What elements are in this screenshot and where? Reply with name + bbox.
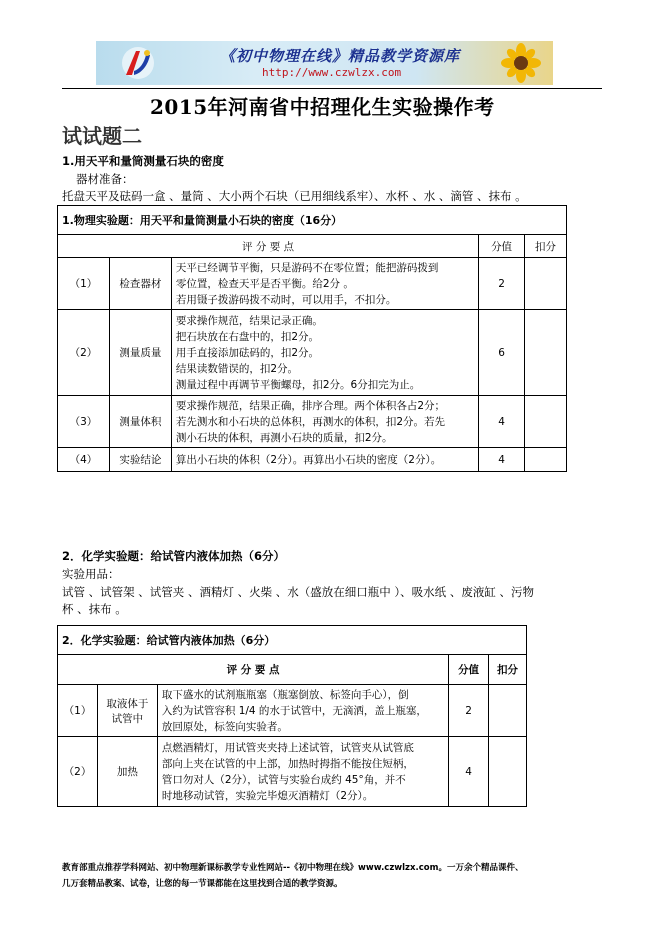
header-score: 分值 [449, 655, 489, 685]
row-number: （4） [58, 448, 110, 472]
row-deduct-cell[interactable] [489, 737, 527, 807]
footer-line1: 教育部重点推荐学科网站、初中物理新课标教学专业性网站--《初中物理在线》www.czwlzx.com。一万余个精品课件、 [62, 863, 524, 873]
row-description: 要求操作规范，结果正确，排序合理。两个体积各占2分； 若先测水和小石块的总体积，再测水的体积，扣2分。若先 测小石块的体积，再测小石块的质量，扣2分。 [171, 396, 478, 448]
row-description: 取下盛水的试剂瓶瓶塞（瓶塞倒放、标签向手心），倒 入约为试管容积 1/4 的水于试管中，无滴洒，盖上瓶塞， 放回原处，标签向实验者。 [157, 685, 448, 737]
physics-table-caption: 1.物理实验题：用天平和量筒测量小石块的密度（16分） [58, 206, 567, 235]
row-item: 取液体于 试管中 [97, 685, 157, 737]
table-row [58, 685, 527, 737]
row-description: 点燃酒精灯，用试管夹夹持上述试管，试管夹从试管底 部向上夹在试管的中上部，加热时拇指不能按住短柄， 管口勿对人（2分），试管与实验台成约 45°角，并不 时地移动试管，实验完毕熄灭酒精灯（2分）。 [157, 737, 448, 807]
header-rule [62, 88, 602, 89]
row-score: 4 [479, 448, 525, 472]
row-number: （2） [58, 310, 110, 396]
row-score: 4 [479, 396, 525, 448]
row-item: 测量质量 [109, 310, 171, 396]
row-item: 加热 [97, 737, 157, 807]
site-logo-icon [120, 45, 156, 81]
table-row [58, 258, 567, 310]
row-number: （1） [58, 685, 98, 737]
section2-heading: 2．化学实验题：给试管内液体加热（6分） [62, 549, 286, 563]
document-subtitle: 试试题二 [62, 124, 142, 148]
section2-materials-label: 实验用品： [62, 567, 120, 581]
section2-materials-line1: 试管 、试管架 、试管夹 、酒精灯 、火柴 、水（盛放在细口瓶中 ）、吸水纸 、废液缸 、污物 [62, 585, 534, 599]
header-banner [96, 41, 553, 85]
row-deduct-cell[interactable] [525, 448, 567, 472]
row-score: 4 [449, 737, 489, 807]
table-row [58, 737, 527, 807]
row-item: 实验结论 [109, 448, 171, 472]
footer-line2: 几万套精品教案、试卷，让您的每一节课都能在这里找到合适的教学资源。 [62, 879, 343, 889]
row-item: 测量体积 [109, 396, 171, 448]
section1-materials: 托盘天平及砝码一盒 、量筒 、大小两个石块（已用细线系牢）、水杯 、水 、滴管 、抹布 。 [62, 189, 527, 203]
row-score: 2 [449, 685, 489, 737]
header-points: 评 分 要 点 [58, 235, 479, 258]
table-row [58, 396, 567, 448]
row-deduct-cell[interactable] [489, 685, 527, 737]
section1-heading: 1.用天平和量筒测量石块的密度 [62, 154, 224, 168]
row-item: 检查器材 [109, 258, 171, 310]
row-description: 要求操作规范，结果记录正确。 把石块放在右盘中的，扣2分。 用手直接添加砝码的，扣2分。 结果读数错误的，扣2分。 测量过程中再调节平衡螺母，扣2分。6分扣完为止。 [171, 310, 478, 396]
banner-url[interactable]: http://www.czwlzx.com [262, 66, 402, 79]
page-footer [62, 860, 523, 892]
table-row [58, 448, 567, 472]
chemistry-table-caption: 2．化学实验题：给试管内液体加热（6分） [58, 626, 527, 655]
sunflower-icon [493, 43, 549, 83]
table-row [58, 310, 567, 396]
banner-title: 《初中物理在线》精品教学资源库 [220, 47, 461, 65]
section2-materials-line2: 杯 、抹布 。 [62, 602, 127, 616]
row-number: （1） [58, 258, 110, 310]
row-score: 2 [479, 258, 525, 310]
document-title: 2015年河南省中招理化生实验操作考 [150, 95, 495, 119]
physics-score-table [57, 205, 567, 472]
row-description: 算出小石块的体积（2分）。再算出小石块的密度（2分）。 [171, 448, 478, 472]
row-description: 天平已经调节平衡，只是游码不在零位置；能把游码拨到 零位置，检查天平是否平衡。给2分 。 若用镊子拨游码拨不动时，可以用手，不扣分。 [171, 258, 478, 310]
chemistry-score-table [57, 625, 527, 807]
header-points: 评 分 要 点 [58, 655, 449, 685]
row-score: 6 [479, 310, 525, 396]
row-deduct-cell[interactable] [525, 396, 567, 448]
header-deduct: 扣分 [525, 235, 567, 258]
row-deduct-cell[interactable] [525, 258, 567, 310]
header-deduct: 扣分 [489, 655, 527, 685]
row-deduct-cell[interactable] [525, 310, 567, 396]
row-number: （3） [58, 396, 110, 448]
header-score: 分值 [479, 235, 525, 258]
row-number: （2） [58, 737, 98, 807]
section1-materials-label: 器材准备： [76, 172, 134, 186]
